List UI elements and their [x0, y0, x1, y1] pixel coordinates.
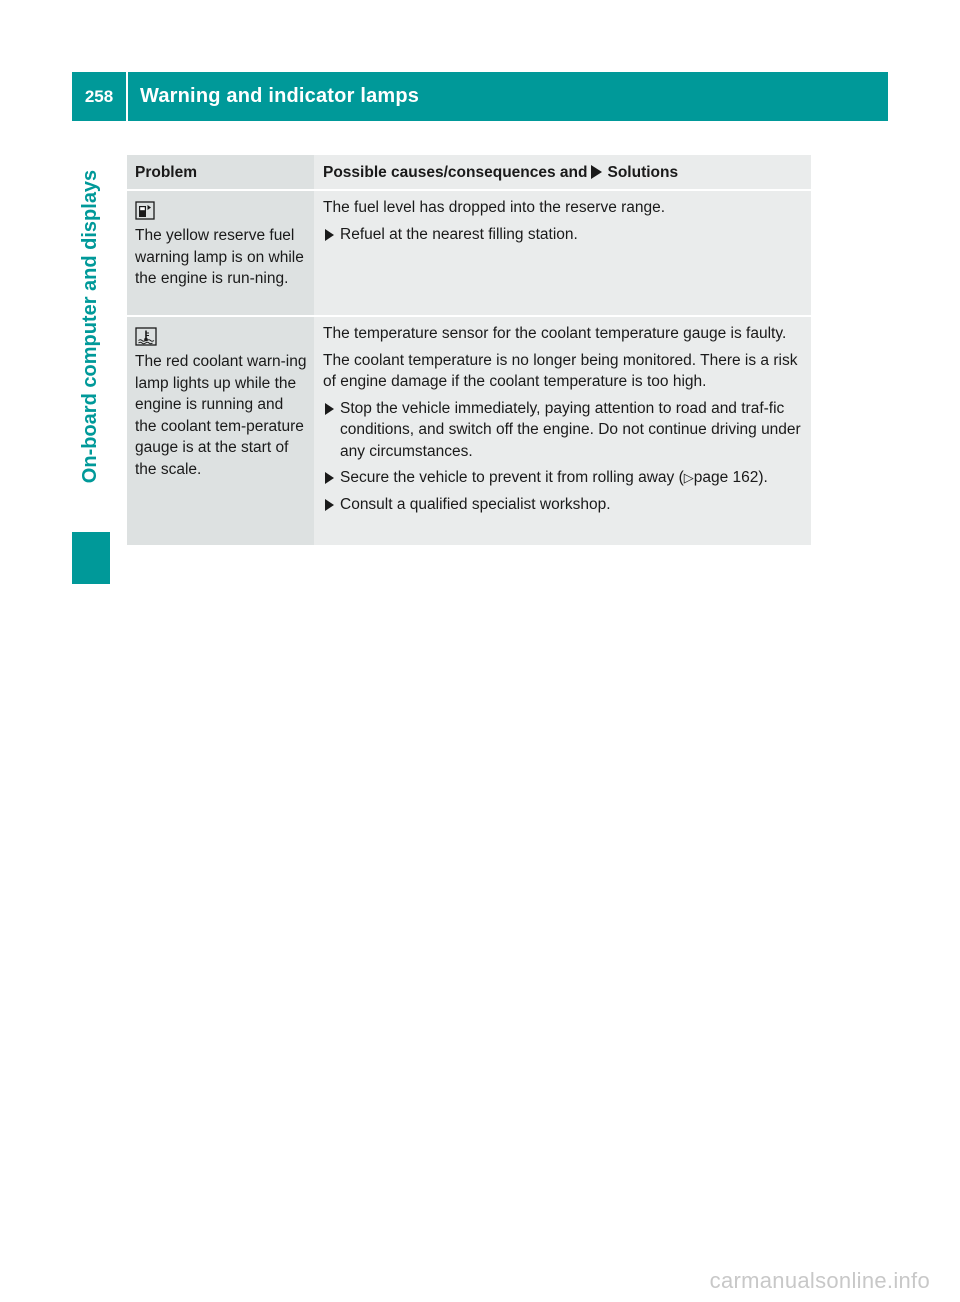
step-text: Consult a qualified specialist workshop. [340, 495, 611, 513]
coolant-temperature-icon [135, 327, 157, 346]
step-arrow-icon [325, 499, 334, 511]
solution-step [323, 224, 803, 246]
step-arrow-icon [325, 403, 334, 415]
cause-text: The temperature sensor for the coolant temperature gauge is faulty. [323, 325, 787, 342]
problem-cell [127, 191, 314, 315]
step-arrow-icon [325, 229, 334, 241]
step-text: Stop the vehicle immediately, paying attention to road and traf-fic conditions, and switch off the engine. Do not continue driving under any circumstances. [340, 399, 801, 460]
page-number: 258 [84, 86, 114, 106]
page-reference-link[interactable]: page 162). [693, 469, 768, 486]
column-header-solutions-label: Solutions [607, 164, 679, 181]
step-text: Refuel at the nearest filling station. [340, 225, 578, 243]
section-title: Warning and indicator lamps [140, 85, 420, 107]
step-text-before-ref: Secure the vehicle to prevent it from rolling away ( [340, 469, 684, 486]
chapter-tab [72, 121, 110, 531]
step-text [340, 467, 768, 489]
column-header-problem: Problem [127, 155, 314, 189]
solution-cell [314, 317, 811, 545]
table-header-row [127, 155, 811, 191]
problem-cell [127, 317, 314, 545]
solution-cell [314, 191, 811, 315]
watermark: carmanualsonline.info [709, 1268, 930, 1293]
page-header [72, 72, 888, 121]
chapter-tab-marker [72, 532, 110, 584]
problem-text: The yellow reserve fuel warning lamp is on while the engine is run-ning. [135, 227, 304, 287]
problem-text: The red coolant warn-ing lamp lights up while the engine is running and the coolant tem-perature gauge is at the start of the scale. [135, 353, 307, 478]
solution-step [323, 398, 803, 463]
step-arrow-icon [325, 472, 334, 484]
solution-step [323, 494, 803, 516]
column-header-solutions [314, 155, 811, 189]
solution-step [323, 467, 803, 489]
consequence-text: The coolant temperature is no longer being monitored. There is a risk of engine damage if the coolant temperature is too high. [323, 351, 798, 390]
warning-lamp-table [127, 155, 811, 545]
column-header-causes: Possible causes/consequences and [323, 164, 588, 181]
action-arrow-icon [591, 165, 602, 179]
table-row [127, 191, 811, 317]
table-row [127, 317, 811, 545]
cause-text: The fuel level has dropped into the reserve range. [323, 199, 666, 216]
fuel-reserve-icon [135, 201, 155, 220]
page-reference-icon: ▷ [683, 470, 694, 485]
chapter-label: On-board computer and displays [79, 169, 102, 483]
